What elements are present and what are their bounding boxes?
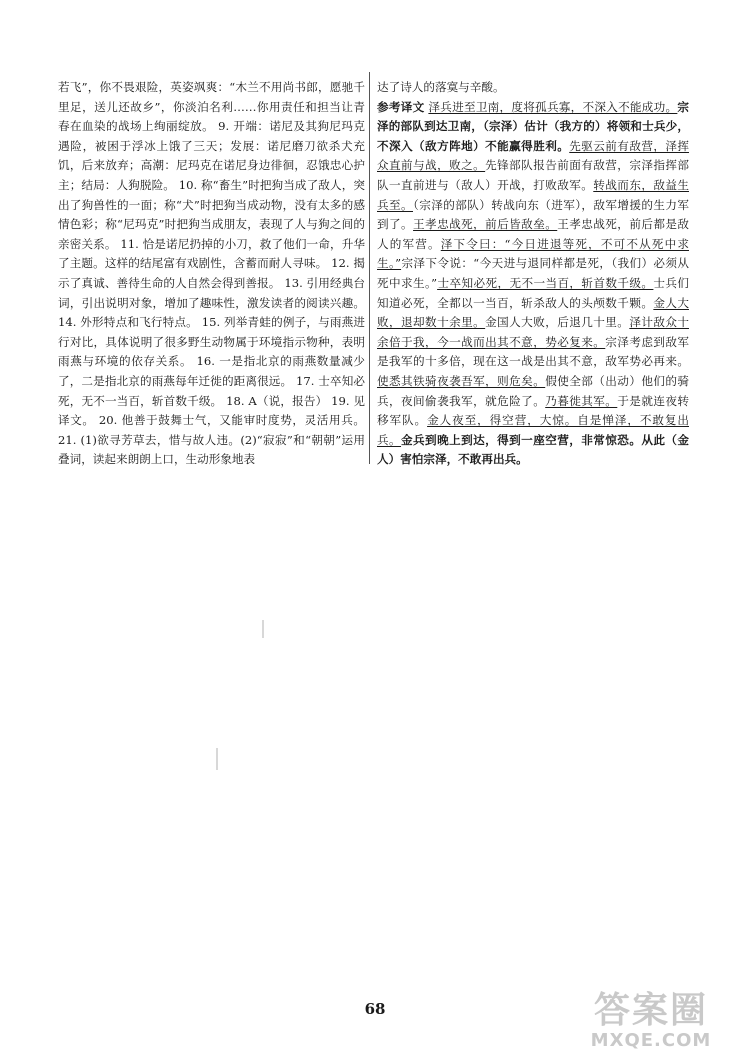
translation-segment: 王孝忠战死，前后都是敌人的军营。: [377, 217, 689, 251]
translation-segment: 金国人大败，后退几十里。: [485, 315, 630, 330]
translation-segment: 宗泽的部队到达卫南，（宗泽）估计（我方的）将领和士兵少，不深入（敌方阵地）不能赢得胜利。: [377, 99, 689, 153]
answer-text-left: 若飞”，你不畏艰险，英姿飒爽：“木兰不用尚书郎，愿驰千里足，送儿还故乡”，你淡泊名利……你用责任和担当让青春在血染的战场上绚丽绽放。 9. 开端：诺尼及其狗尼玛克遇险，被困于浮冰上饿了三天；发展：诺尼磨刀欲杀犬充饥，后来放弃；高潮：尼玛克在诺尼身边徘徊，忍饿忠心护主；结局：人狗脱险。 10. 称“畜生”时把狗当成了敌人，突出了狗兽性的一面；称“犬”时把狗当成动物，没有太多的感情色彩；称“尼玛克”时把狗当成朋友，表现了人与狗之间的亲密关系。 11. 恰是诺尼扔掉的小刀，救了他们一命，升华了主题。这样的结尾富有戏剧性，含蓄而耐人寻味。 12. 揭示了真诚、善待生命的人自然会得到善报。 13. 引用经典台词，引出说明对象，增加了趣味性，激发读者的阅读兴趣。 14. 外形特点和飞行特点。 15. 列举青蛙的例子，与雨燕进行对比，具体说明了很多野生动物属于环境指示物种，表明雨燕与环境的依存关系。 16. 一是指北京的雨燕数量减少了，二是指北京的雨燕每年迁徙的距离很远。 17. 士卒知必死，无不一当百，斩首数千级。 18. A（说，报告） 19. 见译文。 20. 他善于鼓舞士气，又能审时度势，灵活用兵。 21. (1)欲寻芳草去，惜与故人违。(2)“寂寂”和“朝朝”运用叠词，读起来朗朗上口，生动形象地表: [58, 80, 365, 467]
translation-segment: 金兵到晚上到达，得到一座空营，非常惊恐。从此（金人）害怕宗泽，不敢再出兵。: [377, 432, 689, 467]
translation-segment: 于是就连夜转移军队。: [377, 393, 689, 428]
watermark-logo-text: 答案圈: [593, 990, 708, 1031]
original-text-segment: 泽计敌众十余倍于我，今一战而出其不意，势必复来。: [377, 315, 689, 349]
original-text-segment: 先驱云前有敌营，泽挥众直前与战，败之。: [377, 138, 689, 173]
watermark-url: MXQE.COM: [590, 1030, 712, 1051]
scan-mark: [216, 748, 218, 770]
original-text-segment: 金人大败，退却数十余里。: [377, 295, 689, 330]
scan-mark: [262, 620, 264, 638]
left-answer-column: [58, 78, 365, 470]
right-answer-column: [377, 78, 689, 470]
original-text-segment: 泽下令曰：“今日进退等死，不可不从死中求生。”: [377, 236, 689, 271]
translation-segment: 宗泽下令说：“今天进与退同样都是死，（我们）必须从死中求生。”: [377, 256, 689, 290]
translation-segment: 假使全部（出动）他们的骑兵，夜间偷袭我军，就危险了。: [377, 373, 689, 408]
translation-label: 参考译文: [377, 99, 425, 114]
poem-answer-continuation: 达了诗人的落寞与辛酸。: [377, 80, 505, 94]
translation-segment: 士兵们知道必死，全都以一当百，斩杀敌人的头颅数千颗。: [377, 275, 689, 310]
translation-body: [377, 100, 689, 467]
reference-translation: [377, 98, 689, 470]
column-divider: [369, 72, 370, 464]
original-text-segment: 泽兵进至卫南，度将孤兵寡，不深入不能成功。: [428, 99, 678, 114]
translation-segment: 先锋部队报告前面有敌营，宗泽指挥部队一直前进与（敌人）开战，打败敌军。: [377, 158, 689, 192]
translation-segment: 宗泽考虑到敌军是我军的十多倍，现在这一战是出其不意，敌军势必再来。: [377, 334, 689, 369]
original-text-segment: 士卒知必死，无不一当百，斩首数千级。: [437, 275, 654, 290]
page-number: 68: [364, 1000, 386, 1018]
original-text-segment: 转战而东，敌益生兵至。: [377, 177, 689, 212]
original-text-segment: 乃暮徙其军。: [545, 393, 618, 408]
original-text-segment: 使悉其铁骑夜袭吾军，则危矣。: [377, 373, 546, 388]
site-watermark: [566, 991, 736, 1057]
original-text-segment: 王孝忠战死，前后皆敌垒。: [413, 217, 558, 232]
translation-segment: （宗泽的部队）转战向东（进军），敌军增援的生力军到了。: [377, 197, 689, 232]
original-text-segment: 金人夜至，得空营，大惊。自是惮泽，不敢复出兵。: [377, 413, 689, 447]
